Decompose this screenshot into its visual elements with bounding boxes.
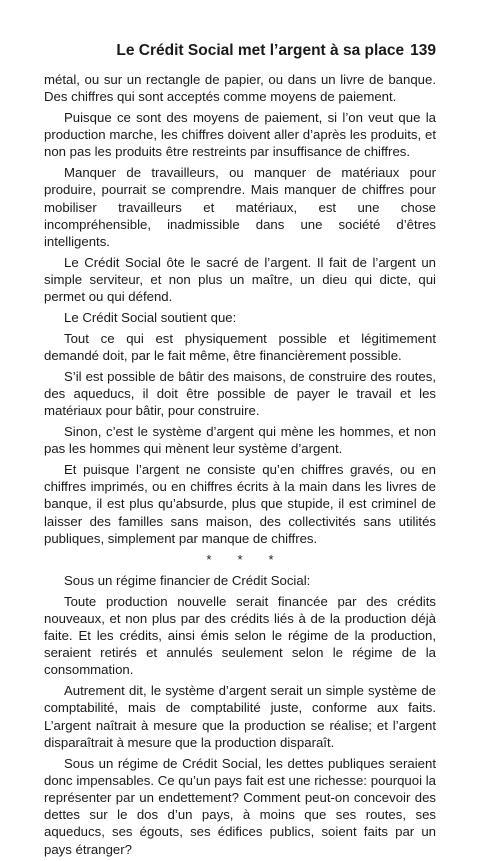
paragraph: Le Crédit Social ôte le sacré de l’argent. Il fait de l’argent un simple serviteur, et non plus un maître, un dieu qui dicte, qui permet ou qui défend. (44, 254, 436, 305)
paragraph: métal, ou sur un rectangle de papier, ou dans un livre de banque. Des chiffres qui sont acceptés comme moyens de paiement. (44, 72, 436, 105)
paragraph: Sous un régime de Crédit Social, les dettes publiques seraient donc impensables. Ce qu’un pays fait est une richesse: pourquoi la représenter par un endettement? Comment peut-on concevoir des dettes sur le dos d’un pays, à moins que ses routes, ses aqueducs, ses égouts, ses édifices publics, soient faits par un pays étranger? (44, 755, 436, 857)
paragraph: Et puisque l’argent ne consiste qu’en chiffres gravés, ou en chiffres imprimés, ou en chiffres écrits à la main dans les livres de banque, il est plus qu’absurde, plus que stupide, il est criminel de laisser des familles sans maison, des collectivités sans utilités publiques, simplement par manque de chiffres. (44, 462, 436, 546)
paragraph: Sinon, c’est le système d’argent qui mène les hommes, et non pas les hommes qui mènent leur système d’argent. (44, 424, 436, 457)
separator-star: * (206, 551, 212, 567)
separator-star: * (268, 551, 274, 567)
book-page (44, 0, 436, 857)
paragraph: Autrement dit, le système d’argent serait un simple système de comptabilité, mais de comptabilité juste, conforme aux faits. L’argent naîtrait à mesure que la production se réalise; et l’argent disparaîtrait à mesure que la production disparaît. (44, 683, 436, 750)
running-head-title: Le Crédit Social met l’argent à sa place (116, 42, 405, 59)
paragraph: Manquer de travailleurs, ou manquer de matériaux pour produire, pourrait se comprendre. Mais manquer de chiffres pour mobiliser travailleurs et matériaux, est une chose incompréhensible, inadmissible dans une société d’êtres intelligents. (44, 165, 436, 250)
paragraph: Tout ce qui est physiquement possible et légitimement demandé doit, par le fait même, être financièrement possible. (44, 330, 436, 364)
separator-star: * (237, 551, 243, 567)
paragraph: Le Crédit Social soutient que: (64, 310, 237, 326)
paragraph: Sous un régime financier de Crédit Social: (64, 572, 311, 588)
running-head (44, 42, 436, 60)
page-number: 139 (410, 42, 436, 59)
section-separator (44, 551, 436, 568)
body-text (44, 71, 436, 861)
paragraph: S’il est possible de bâtir des maisons, de construire des routes, des aqueducs, il doit être possible de payer le travail et les matériaux pour bâtir, pour construire. (44, 368, 436, 419)
paragraph: Toute production nouvelle serait financée par des crédits nouveaux, et non plus par des crédits liés à de la production déjà faite. Et les crédits, ainsi émis selon le régime de la production, seraient retirés et annulés seulement selon le régime de la consommation. (44, 593, 436, 678)
paragraph: Puisque ce sont des moyens de paiement, si l’on veut que la production marche, les chiffres doivent aller d’après les produits, et non pas les produits être restreints par insuffisance de chiffres. (44, 110, 436, 160)
